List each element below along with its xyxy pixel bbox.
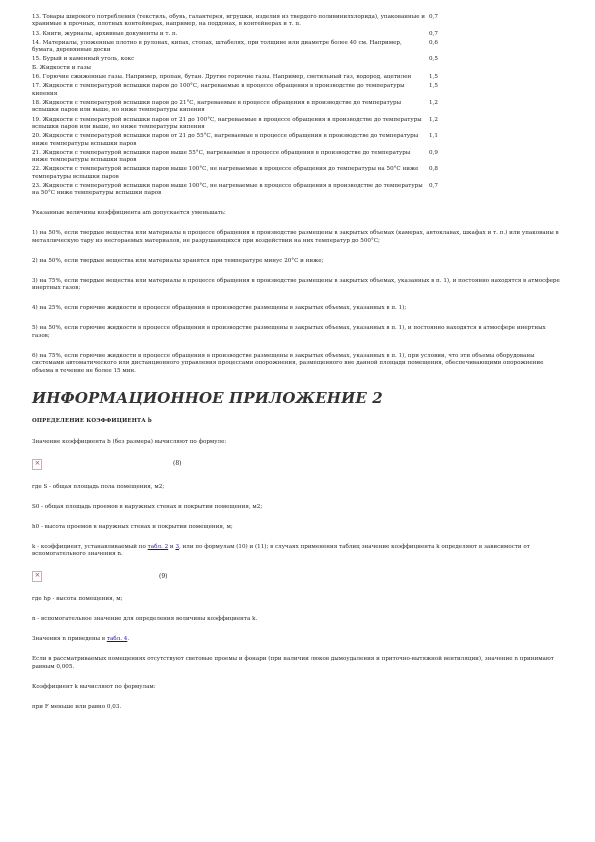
- definition-h0: h0 - высота проемов в наружных стенах и покрытии помещения, м;: [32, 523, 233, 530]
- values-reference-end: .: [127, 636, 130, 643]
- table-row: [32, 183, 462, 200]
- row-value: 1,2: [429, 116, 438, 123]
- row-description: 17. Жидкости с температурой вспышки паров до 100°С, нагреваемые в процессе обращения в производстве до температуры кипения: [32, 83, 405, 97]
- row-description: Б. Жидкости и газы: [32, 65, 91, 72]
- table-row: [32, 150, 462, 167]
- row-description: 19. Жидкости с температурой вспышки паров от 21 до 100°С, нагреваемые в процессе обращения в производстве до температуры вспышки паров или выше, но ниже температуры кипения: [32, 116, 422, 131]
- row-value: 1,1: [429, 133, 438, 140]
- formula-8: [32, 459, 565, 470]
- row-value: 1,5: [429, 74, 438, 81]
- row-description: 22. Жидкости с температурой вспышки паров выше 100°С, не нагреваемые в процессе обращения до температуры на 50°С ниже температуры вспышки паров: [32, 166, 419, 180]
- row-value: 0,7: [429, 30, 438, 37]
- row-description: 13. Книги, журналы, архивные документы и т. п.: [32, 30, 178, 37]
- values-reference-text: Значения n приведены в: [32, 636, 107, 643]
- reduction-item-3: 3) на 75%, если твердые вещества или материалы в процессе обращения в производстве размещены в закрытых объемах, указанных в п. 1), и постоянно находятся в атмосфере инертных газов;: [32, 277, 560, 292]
- table-row: [32, 40, 462, 57]
- reduction-item-5: 5) на 50%, если горючие жидкости в процессе обращения в производстве размещены в закрытых объемах, указанных в п. 1), и постоянно находятся в атмосфере инертных газов;: [32, 325, 546, 339]
- values-reference: [32, 636, 565, 643]
- table-row: [32, 56, 462, 65]
- definition-s0: S0 - общая площадь проемов в наружных стенах и покрытии помещения, м2;: [32, 503, 263, 510]
- table-row: [32, 166, 462, 183]
- row-value: 1,2: [429, 100, 438, 106]
- definition-hp: где hp - высота помещения, м;: [32, 596, 123, 603]
- definition-k-text: k - коэффициент, устанавливаемый по: [32, 543, 148, 550]
- formula-intro: Значение коэффициента b (без размера) вычисляют по формуле:: [32, 439, 227, 446]
- row-value: 0,7: [429, 182, 438, 189]
- row-description: 13. Товары широкого потребления (текстиль, обувь, галантерея, игрушки, изделия из твердого поливинилхлорида), упакованные и хранимые в прочных, плотных контейнерах, например, на поддонах, в контейнерах и т. п.: [32, 14, 426, 28]
- row-description: 18. Жидкости с температурой вспышки паров до 21°С, нагреваемые в процессе обращения в производстве до температуры вспышки паров или выше, но ниже температуры кипения: [32, 100, 402, 114]
- row-value: 0,8: [429, 166, 438, 173]
- appendix-subtitle: ОПРЕДЕЛЕНИЕ КОЭФФИЦИЕНТА b: [32, 417, 152, 424]
- definition-k-rest: , или по формулам (10) и (11); в случаях применения таблиц значение коэффициента k определяют в зависимости от вспомогательного значения n.: [32, 543, 530, 558]
- row-description: 15. Бурый и каменный уголь, кокс: [32, 56, 135, 63]
- table-4-link[interactable]: табл. 4: [106, 636, 128, 643]
- broken-image-icon: [32, 459, 42, 470]
- formula-9: [32, 571, 565, 582]
- row-value: 0,9: [429, 149, 438, 156]
- document-page: [32, 14, 565, 724]
- reduction-item-4: 4) на 25%, если горючие жидкости в процессе обращения в производстве размещены в закрытых объемах, указанных в п. 1);: [32, 305, 407, 312]
- row-description: 16. Горючие сжиженные газы. Например, пропан, бутан. Другие горючие газы. Например, светильный газ, водород, ацетилен: [32, 74, 412, 81]
- definition-k-and: и: [168, 543, 176, 550]
- appendix-title: ИНФОРМАЦИОННОЕ ПРИЛОЖЕНИЕ 2: [32, 388, 383, 407]
- f-condition: при F меньше или равно 0,03.: [32, 703, 122, 710]
- row-value: 0,7: [429, 14, 438, 20]
- table-2-link[interactable]: табл. 2: [147, 543, 169, 550]
- note-paragraph: Указанные величины коэффициента am допускается уменьшать:: [32, 210, 226, 217]
- table-row: [32, 133, 462, 150]
- table-row: [32, 31, 462, 40]
- k-calc-paragraph: Коэффициент k вычисляют по формулам:: [32, 683, 156, 690]
- coefficient-table: [32, 14, 462, 199]
- table-row: [32, 65, 462, 74]
- reduction-item-1: 1) на 50%, если твердые вещества или материалы в процессе обращения в производстве размещены в закрытых объемах (камерах, автоклавах, шкафах и т. п.) или упакованы в металлическую тару из несгораемых материалов, не разрушающихся при воздействии на них температур до 500°С;: [32, 230, 559, 244]
- table-row: [32, 117, 462, 134]
- reduction-item-2: 2) на 50%, если твердые вещества или материалы хранятся при температуре минус 20°С и ниже;: [32, 257, 324, 264]
- coefficient-table-body: [32, 14, 462, 199]
- reduction-item-6: 6) на 75%, если горючие жидкости в процессе обращения в производстве размещены в закрытых объемах, указанных в п. 1), при условии, что эти объемы оборудованы системами автоматического или дистанционного управления процессами опорожнения, размещенного вне данной площади помещения, обеспечивающими опорожнение объема в течение не более 15 мин.: [32, 352, 544, 374]
- table-row: [32, 83, 462, 100]
- formula-number: (9): [159, 572, 168, 580]
- closing-paragraph: Если в рассматриваемых помещениях отсутствуют световые проемы и фонари (при наличии люков дымоудаления и приточно-вытяжной вентиляции), значение n принимают равным 0,005.: [32, 656, 554, 670]
- row-description: 20. Жидкости с температурой вспышки паров от 21 до 55°С, нагреваемые в процессе обращения в производстве до температуры ниже температуры вспышки паров: [32, 133, 419, 147]
- table-row: [32, 100, 462, 117]
- row-description: 23. Жидкости с температурой вспышки паров выше 100°С, не нагреваемые в процессе обращения в производстве до температуры на 50°С ниже температуры вспышки паров: [32, 182, 423, 197]
- broken-image-icon: [32, 571, 42, 582]
- row-value: [425, 65, 462, 74]
- row-value: 0,6: [429, 39, 438, 46]
- table-row: [32, 14, 462, 31]
- definition-n: n - вспомогательное значение для определения величины коэффициента k.: [32, 616, 258, 623]
- table-3-link[interactable]: 3: [175, 543, 179, 550]
- row-value: 1,5: [429, 83, 438, 90]
- formula-number: (8): [173, 460, 182, 468]
- definition-s: где S - общая площадь пола помещения, м2;: [32, 484, 165, 490]
- row-value: 0,5: [429, 56, 438, 63]
- row-description: 21. Жидкости с температурой вспышки паров выше 55°С, нагреваемые в процессе обращения в производстве до температуры ниже температуры вспышки паров: [32, 149, 411, 164]
- definition-k: [32, 544, 565, 559]
- row-description: 14. Материалы, уложенные плотно в рулонах, кипах, стопах, штабелях, при толщине или диаметре более 40 см. Например, бумага, деревянные доски: [32, 39, 402, 54]
